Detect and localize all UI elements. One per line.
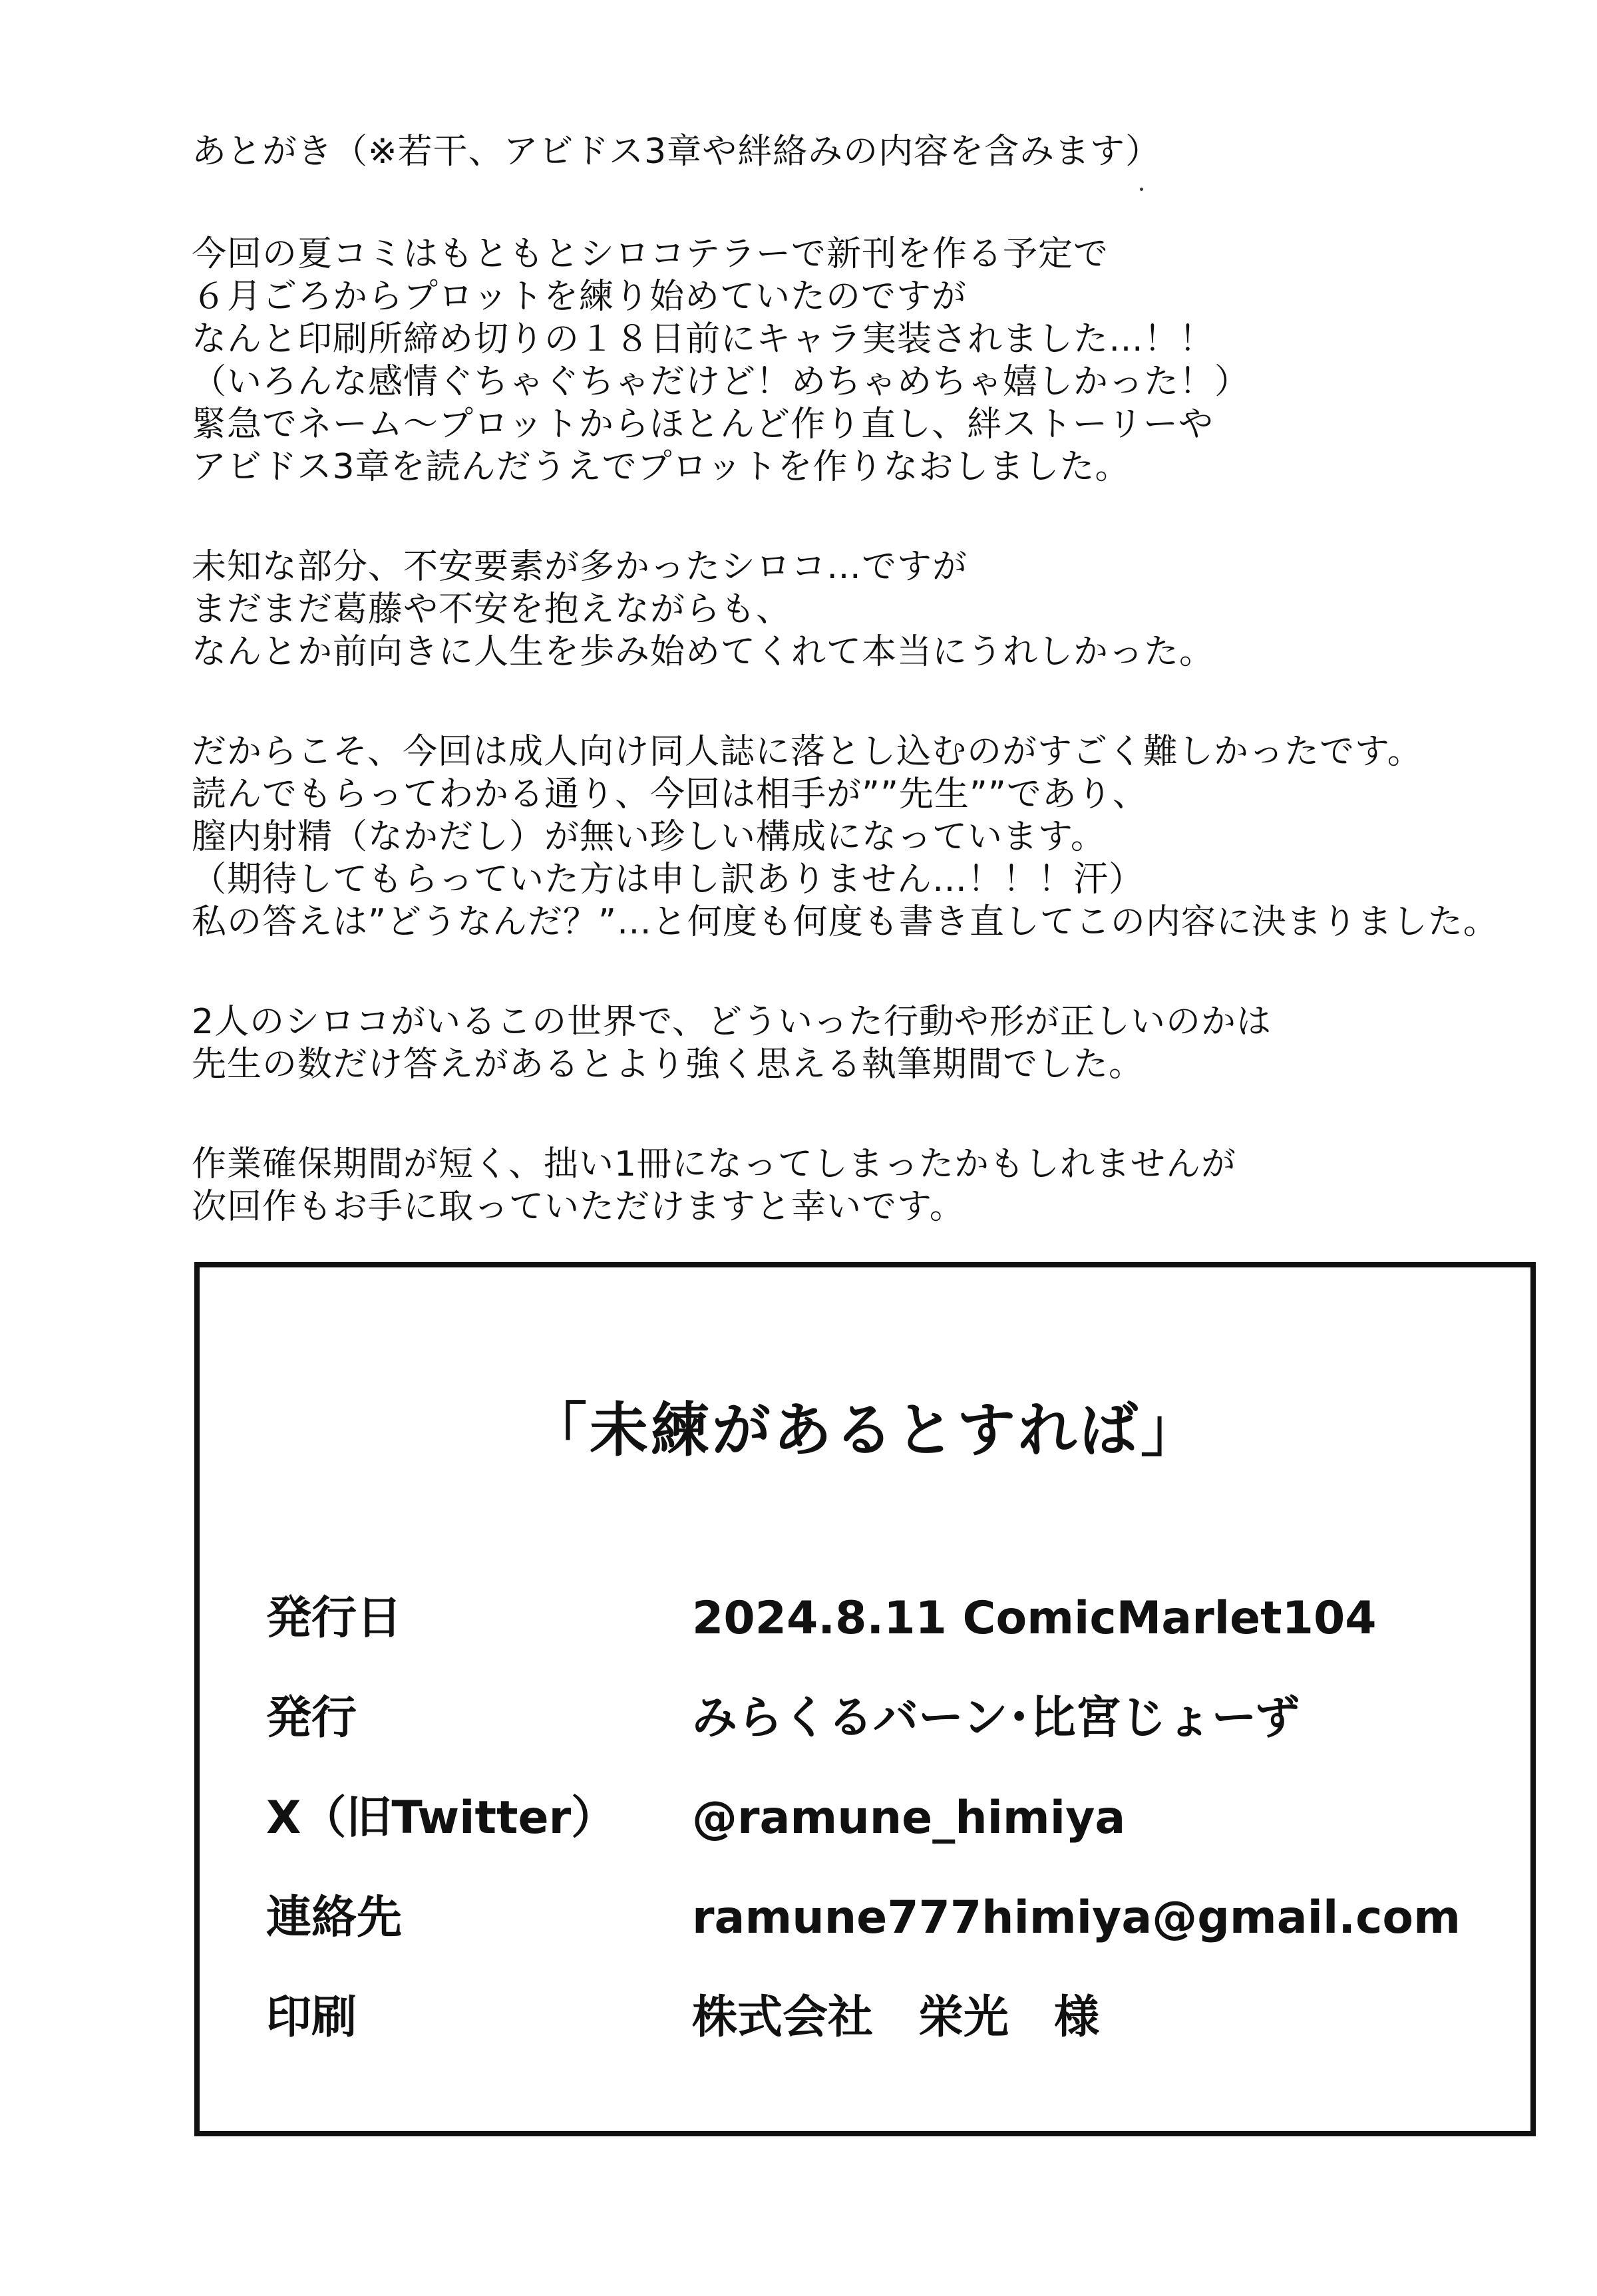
colophon-label: 発行日 <box>266 1592 403 1645</box>
afterword-line: （いろんな感情ぐちゃぐちゃだけど！めちゃめちゃ嬉しかった！） <box>192 362 1250 402</box>
colophon-label: 発行 <box>266 1692 357 1744</box>
book-title: 「未練があるとすれば」 <box>528 1396 1202 1464</box>
colophon-label: 連絡先 <box>266 1891 403 1944</box>
afterword-line: （期待してもらっていた方は申し訳ありません…！！！汗） <box>192 860 1145 900</box>
colophon-row-contact <box>266 1885 1517 1951</box>
colophon-value: 株式会社 栄光 様 <box>692 1991 1100 2044</box>
afterword-line: 作業確保期間が短く、拙い1冊になってしまったかもしれませんが <box>192 1144 1237 1184</box>
afterword-paragraph <box>192 233 1576 488</box>
afterword-line: 読んでもらってわかる通り、今回は相手が””先生””であり、 <box>192 774 1148 814</box>
colophon-row-x-account <box>266 1785 1517 1852</box>
afterword-line: まだまだ葛藤や不安を抱えながらも、 <box>192 589 792 629</box>
afterword-heading: あとがき（※若干、アビドス3章や絆絡みの内容を含みます） <box>192 132 1161 172</box>
afterword-paragraph <box>192 1143 1576 1228</box>
afterword-line: だからこそ、今回は成人向け同人誌に落とし込むのがすごく難しかったです。 <box>192 732 1423 772</box>
afterword <box>192 130 1576 1228</box>
afterword-line: アビドス3章を読んだうえでプロットを作りなおしました。 <box>192 447 1131 487</box>
colophon-row-publisher <box>266 1685 1517 1752</box>
afterword-line: 2人のシロコがいるこの世界で、どういった行動や形が正しいのかは <box>192 1002 1272 1042</box>
afterword-line: なんとか前向きに人生を歩み始めてくれて本当にうれしかった。 <box>192 632 1215 672</box>
colophon-value: @ramune_himiya <box>692 1792 1126 1844</box>
afterword-line: 次回作もお手に取っていただけますと幸いです。 <box>192 1187 965 1227</box>
colophon-label: X（旧Twitter） <box>266 1792 617 1844</box>
afterword-line: 未知な部分、不安要素が多かったシロコ…ですが <box>192 547 968 587</box>
afterword-line: 私の答えは”どうなんだ？”…と何度も何度も書き直してこの内容に決まりました。 <box>192 902 1499 942</box>
afterword-paragraph <box>192 546 1576 673</box>
afterword-paragraph <box>192 1001 1576 1086</box>
afterword-line: 緊急でネーム～プロットからほとんど作り直し、絆ストーリーや <box>192 405 1214 444</box>
afterword-line: 今回の夏コミはもともとシロコテラーで新刊を作る予定で <box>192 234 1109 274</box>
colophon-value: 2024.8.11 ComicMarlet104 <box>692 1592 1377 1645</box>
afterword-line: 膣内射精（なかだし）が無い珍しい構成になっています。 <box>192 817 1106 857</box>
afterword-line: なんと印刷所締め切りの１８日前にキャラ実装されました…！！ <box>192 319 1215 359</box>
afterword-paragraph <box>192 731 1576 943</box>
afterword-line: 先生の数だけ答えがあるとより強く思える執筆期間でした。 <box>192 1045 1145 1084</box>
colophon-value: ramune777himiya@gmail.com <box>692 1891 1461 1944</box>
colophon-row-printer <box>266 1985 1517 2051</box>
afterword-line: ６月ごろからプロットを練り始めていたのですが <box>192 277 967 317</box>
colophon-label: 印刷 <box>266 1991 357 2044</box>
colophon-box <box>194 1262 1536 2136</box>
colophon-value: みらくるバーン･比宮じょーず <box>692 1692 1300 1744</box>
colophon-row-issue-date <box>266 1585 1517 1652</box>
